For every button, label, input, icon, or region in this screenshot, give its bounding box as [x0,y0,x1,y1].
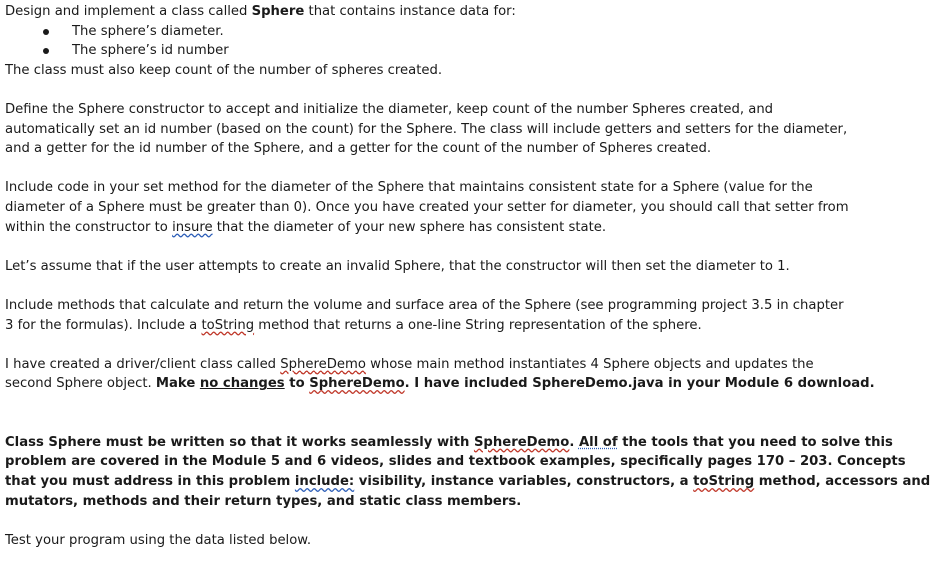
grammar-flag-word: All of [578,434,618,450]
list-item: The sphere’s id number [5,41,833,61]
requirements-paragraph: Class Sphere must be written so that it works seamlessly with SphereDemo. All of the tools that you need to solve this problem are covered in the Module 5 and 6 videos, slides and textbook examples, specifically pages 170 – 203. Concepts that you must address in this problem include: visibility, instance variables, constructors, a toString method, accessors and mutators, methods and their return types, and static class members. [5,434,930,509]
no-changes-emphasis: no changes [199,376,285,392]
count-line: The class must also keep count of the number of spheres created. [5,62,443,78]
methods-paragraph: Include methods that calculate and return the volume and surface area of the Sphere (see programming project 3.5 in chapter 3 for the formulas). Include a toString method that returns a one-line String representation of the sphere. [5,297,844,333]
constructor-paragraph: Define the Sphere constructor to accept and initialize the diameter, keep count of the number Spheres created, and automatically set an id number (based on the count) for the Sphere. The class will include getters and setters for the diameter, and a getter for the id number of the Sphere, and a getter for the count of the number of Spheres created. [5,101,848,157]
test-line: Test your program using the data listed below. [5,532,312,548]
grammar-flag-word: insure [172,219,213,235]
grammar-flag-word: include: [294,474,355,490]
spelling-flag-word: SphereDemo [473,434,570,450]
intro-line: Design and implement a class called Sphere that contains instance data for: [5,4,516,19]
spelling-flag-word: toString [693,474,755,490]
spelling-flag-word: SphereDemo [280,356,366,372]
class-name: Sphere [251,4,305,19]
setter-paragraph: Include code in your set method for the diameter of the Sphere that maintains consistent state for a Sphere (value for the diameter of a Sphere must be greater than 0). Once you have created your setter for diameter, you should call that setter from within the constructor to insure that the diameter of your new sphere has consistent state. [5,180,849,235]
driver-paragraph: I have created a driver/client class called SphereDemo whose main method instantiates 4 Sphere objects and updates the second Sphere object. Make no changes to SphereDemo. I have included SphereDemo.java in your Module 6 download. [5,356,875,392]
invalid-sphere-paragraph: Let’s assume that if the user attempts to create an invalid Sphere, that the constructor will then set the diameter to 1. [5,258,790,274]
spelling-flag-word: SphereDemo [309,376,405,392]
bullet-icon [43,48,49,54]
bullet-icon [43,29,49,35]
list-item: The sphere’s diameter. [5,22,833,42]
instance-data-list [5,22,833,61]
spelling-flag-word: toString [201,317,255,333]
